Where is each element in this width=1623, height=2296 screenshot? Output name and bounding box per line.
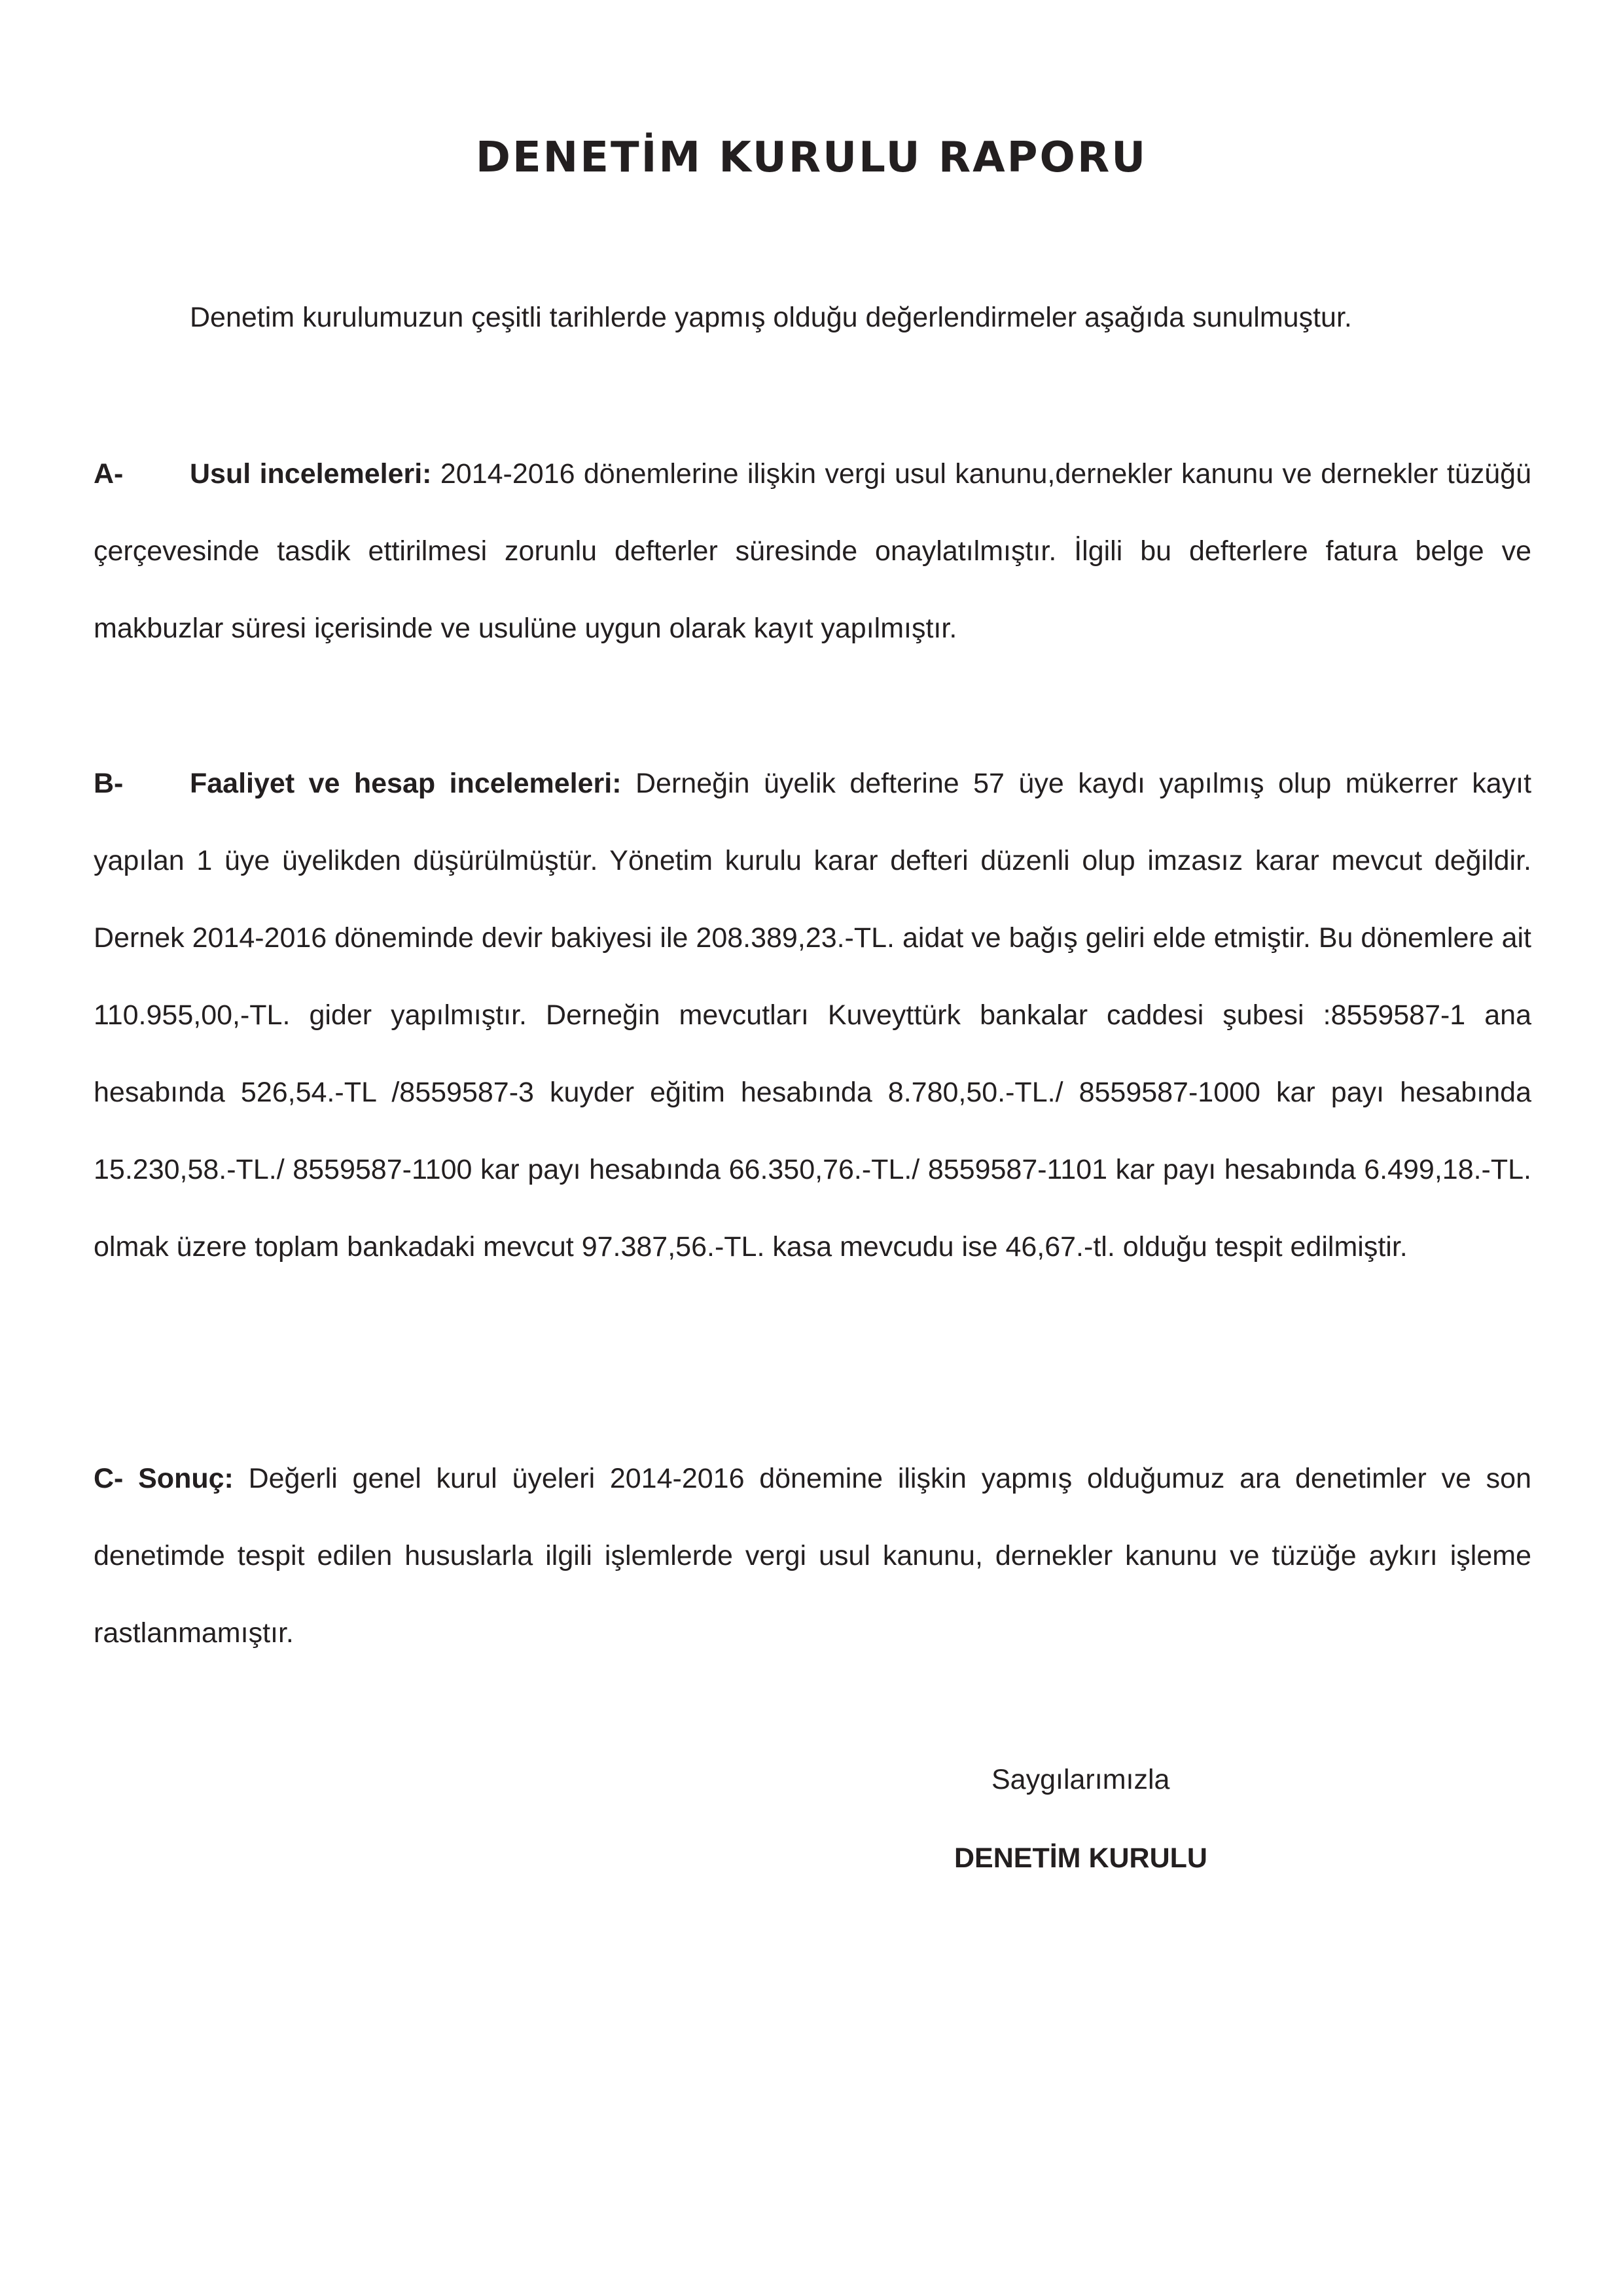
section-b-body: Derneğin üyelik defterine 57 üye kaydı yapılmış olup mükerrer kayıt yapılan 1 üye üyelikden düşürülmüştür. Yönetim kurulu karar defteri düzenli olup imzasız karar mevcut değildir. Dernek 2014-2016 döneminde devir bakiyesi ile 208.389,23.-TL. aidat ve bağış geliri elde etmiştir. Bu dönemlere ait 110.955,00,-TL. gider yapılmıştır. Derneğin mevcutları Kuveyttürk bankalar caddesi şubesi :8559587-1 ana hesabında 526,54.-TL /8559587-3 kuyder eğitim hesabında 8.780,50.-TL./ 8559587-1000 kar payı hesabında 15.230,58.-TL./ 8559587-1100 kar payı hesabında 66.350,76.-TL./ 8559587-1101 kar payı hesabında 6.499,18.-TL. olmak üzere toplam bankadaki mevcut 97.387,56.-TL. kasa mevcudu ise 46,67.-tl. olduğu tespit edilmiştir. bbox=[94, 768, 1532, 1263]
intro-paragraph: Denetim kurulumuzun çeşitli tarihlerde yapmış olduğu değerlendirmeler aşağıda sunulmuştur. bbox=[190, 302, 1352, 333]
section-c bbox=[94, 1440, 1531, 1672]
section-b bbox=[94, 745, 1531, 1285]
section-a bbox=[94, 435, 1531, 667]
signature: DENETİM KURULU bbox=[954, 1842, 1207, 1874]
section-a-body: 2014-2016 dönemlerine ilişkin vergi usul kanunu,dernekler kanunu ve dernekler tüzüğü çerçevesinde tasdik ettirilmesi zorunlu defterler süresinde onaylatılmıştır. İlgili bu defterlere fatura belge ve makbuzlar süresi içerisinde ve usulüne uygun olarak kayıt yapılmıştır. bbox=[94, 458, 1531, 644]
section-c-body: Değerli genel kurul üyeleri 2014-2016 dönemine ilişkin yapmış olduğumuz ara denetimler ve son denetimde tespit edilen hususlarla ilgili işlemlerde vergi usul kanunu, dernekler kanunu ve tüzüğe aykırı işleme rastlanmamıştır. bbox=[94, 1463, 1532, 1649]
section-c-heading: Sonuç: bbox=[138, 1463, 234, 1494]
section-b-heading: Faaliyet ve hesap incelemeleri: bbox=[190, 768, 622, 799]
section-c-letter: C- bbox=[94, 1463, 124, 1494]
section-a-letter: A- bbox=[94, 458, 124, 490]
section-a-heading: Usul incelemeleri: bbox=[190, 458, 432, 490]
document-title: DENETİM KURULU RAPORU bbox=[475, 134, 1148, 182]
closing-regards: Saygılarımızla bbox=[991, 1764, 1170, 1795]
section-b-letter: B- bbox=[94, 768, 124, 799]
